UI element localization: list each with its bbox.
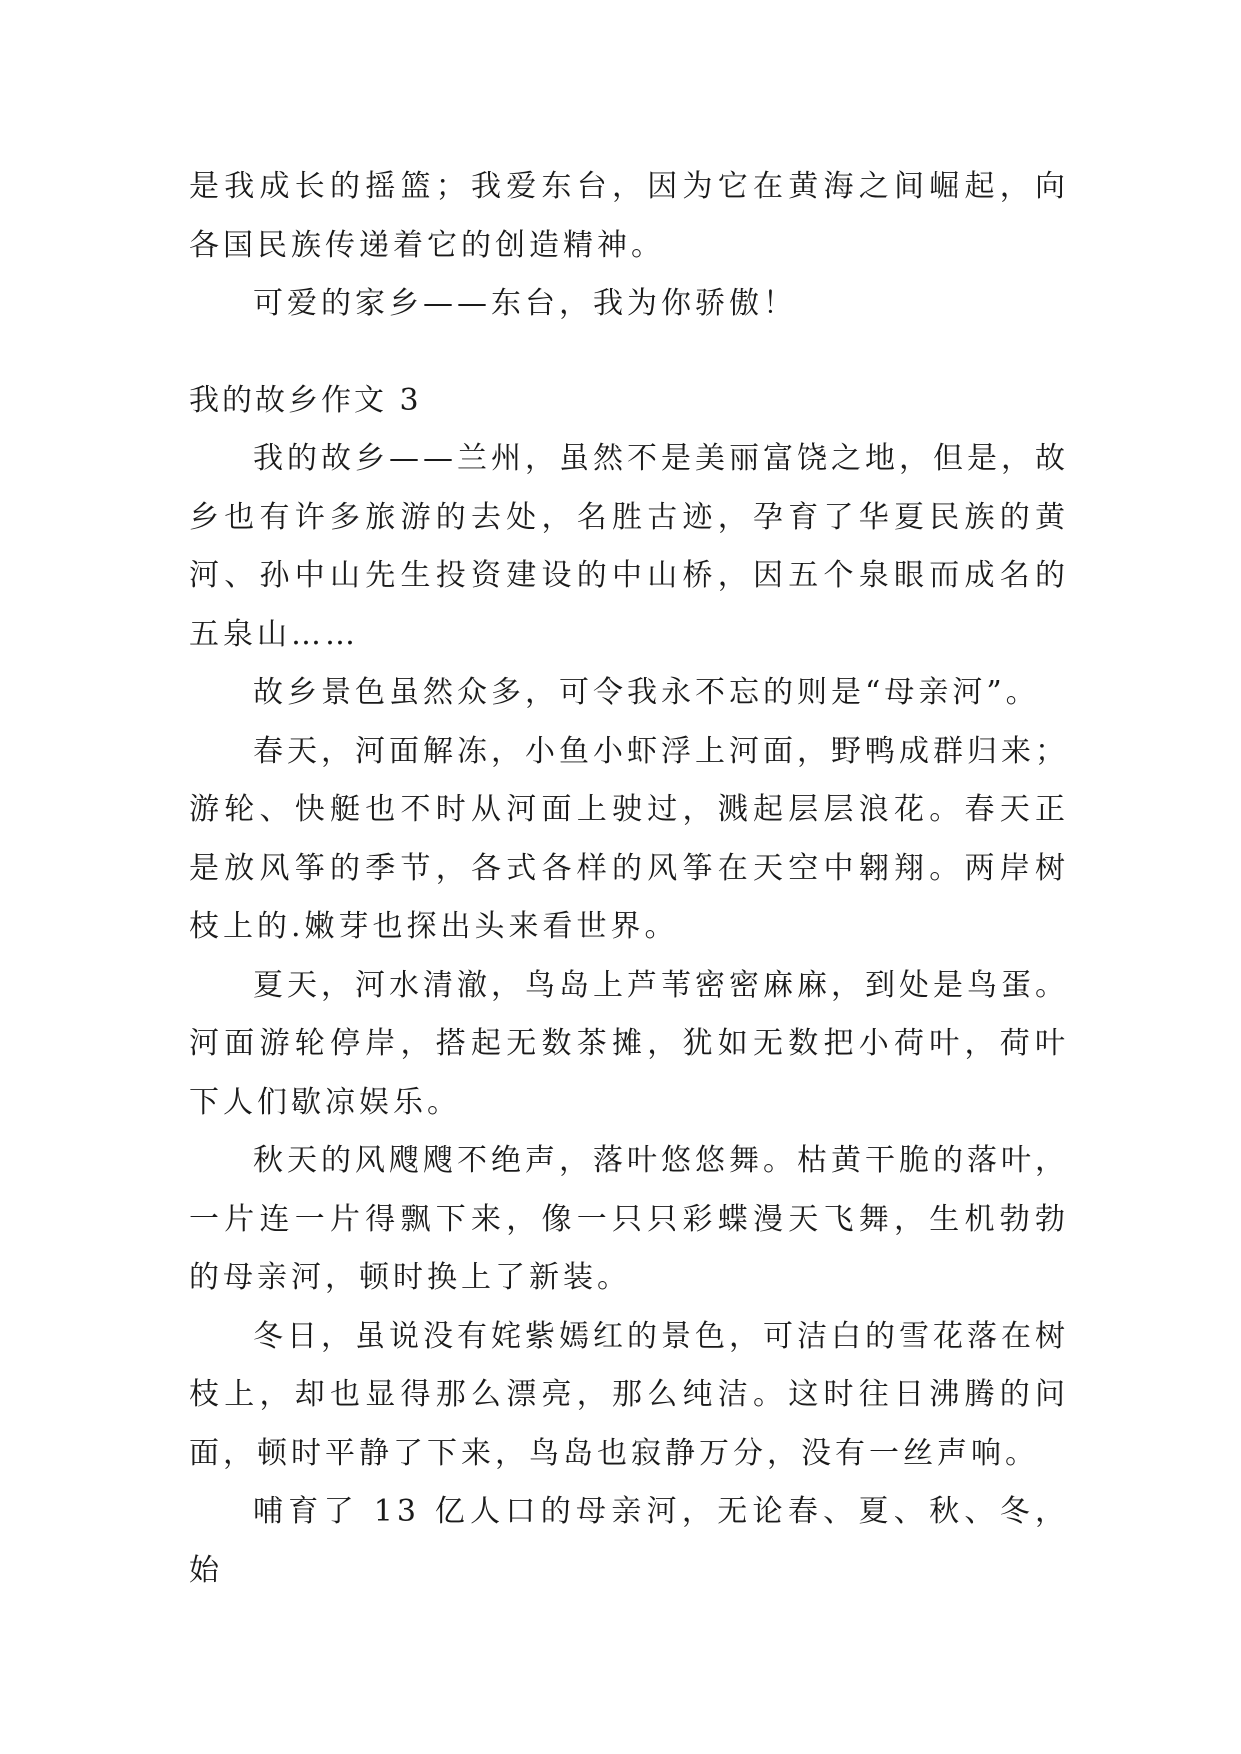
- section-heading: 我的故乡作文 3: [189, 382, 422, 418]
- paragraph-autumn: 秋天的风飕飕不绝声，落叶悠悠舞。枯黄干脆的落叶，一片连一片得飘下来，像一只只彩蝶漫天飞舞，生机勃勃的母亲河，顿时换上了新装。: [189, 1143, 1069, 1295]
- closing-line: 可爱的家乡——东台，我为你骄傲！: [253, 286, 797, 321]
- paragraph-summer: 夏天，河水清澈，鸟岛上芦苇密密麻麻，到处是鸟蛋。河面游轮停岸，搭起无数茶摊，犹如无数把小荷叶，荷叶下人们歇凉娱乐。: [189, 967, 1069, 1120]
- paragraph-winter: 冬日，虽说没有姹紫嫣红的景色，可洁白的雪花落在树枝上，却也显得那么漂亮，那么纯洁。这时往日沸腾的问面，顿时平静了下来，鸟岛也寂静万分，没有一丝声响。: [189, 1318, 1069, 1471]
- document-body: [189, 158, 1069, 1600]
- continuation-paragraph: 是我成长的摇篮；我爱东台，因为它在黄海之间崛起，向各国民族传递着它的创造精神。: [189, 169, 1069, 263]
- section-gap: [189, 334, 1069, 372]
- paragraph-mother-river: 故乡景色虽然众多，可令我永不忘的则是“母亲河”。: [253, 675, 1040, 710]
- paragraph-spring: 春天，河面解冻，小鱼小虾浮上河面，野鸭成群归来；游轮、快艇也不时从河面上驶过，溅起层层浪花。春天正是放风筝的季节，各式各样的风筝在天空中翱翔。两岸树枝上的.嫩芽也探出头来看世界。: [189, 733, 1069, 944]
- paragraph-final: 哺育了 13 亿人口的母亲河，无论春、夏、秋、冬，始: [189, 1494, 1069, 1588]
- paragraph-intro: 我的故乡——兰州，虽然不是美丽富饶之地，但是，故乡也有许多旅游的去处，名胜古迹，孕育了华夏民族的黄河、孙中山先生投资建设的中山桥，因五个泉眼而成名的五泉山……: [189, 441, 1069, 652]
